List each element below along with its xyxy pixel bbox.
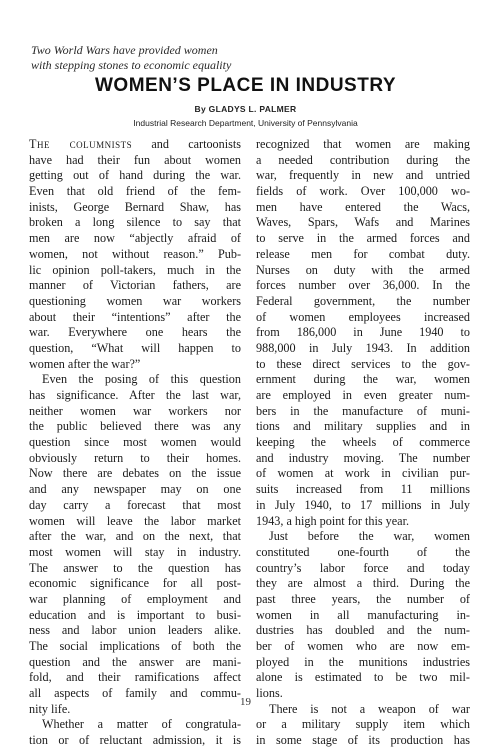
text-line: ployed in the munitions industries bbox=[256, 654, 470, 669]
page-number: 19 bbox=[240, 696, 251, 708]
text-line: Nurses on duty with the armed bbox=[256, 262, 470, 277]
text-line: question since most women would bbox=[29, 435, 241, 450]
text-line: keeping the wheels of commerce bbox=[256, 435, 470, 450]
text-line: the public believed there was any bbox=[29, 419, 241, 434]
text-line: The social implications of both the bbox=[29, 639, 241, 653]
text-line: Whether a matter of congratula- bbox=[42, 717, 241, 732]
text-line-rest: and cartoonists bbox=[132, 137, 241, 151]
text-line: and industry moving. The number bbox=[256, 450, 470, 465]
text-line: women after the war?” bbox=[29, 356, 141, 371]
text-line: questioning women war workers bbox=[29, 293, 241, 308]
text-line: ernment during the war, women bbox=[256, 372, 470, 387]
text-line: fields of work. Over 100,000 wo- bbox=[256, 184, 470, 199]
text-line: Federal government, the number bbox=[256, 293, 470, 308]
text-line: to these direct services to the gov- bbox=[256, 356, 470, 371]
text-line: most women will stay in industry. bbox=[29, 544, 241, 559]
text-line: they are almost a third. During the bbox=[256, 576, 470, 591]
text-line: suits increased from 11 millions bbox=[256, 482, 470, 497]
text-line: manner of Victorian fathers, are bbox=[29, 278, 241, 293]
text-line: The answer to the question has bbox=[29, 560, 241, 575]
text-line: tion or of reluctant admission, it is bbox=[29, 733, 241, 748]
text-line: has significance. After the last war, bbox=[29, 388, 241, 402]
text-line: education and is important to busi- bbox=[29, 607, 241, 622]
text-line: ness and labor union leaders alike. bbox=[29, 623, 241, 638]
text-line: inists, George Bernard Shaw, has bbox=[29, 199, 241, 214]
text-line: ber of women who are now em- bbox=[256, 639, 470, 653]
text-line: question and the answer are mani- bbox=[29, 654, 241, 669]
text-line: dustries has doubled and the num- bbox=[256, 623, 470, 638]
text-line: in July 1940, to 17 millions in July bbox=[256, 497, 470, 512]
deck-line-2: with stepping stones to economic equality bbox=[31, 58, 232, 72]
text-line: all aspects of family and commu- bbox=[29, 686, 241, 701]
text-line: from 186,000 in June 1940 to bbox=[256, 325, 470, 340]
text-line: about their “intentions” after the bbox=[29, 309, 241, 324]
right-column bbox=[256, 137, 470, 749]
left-column bbox=[29, 137, 241, 749]
text-line: men have entered the Wacs, bbox=[256, 199, 470, 214]
text-line: recognized that women are making bbox=[256, 137, 470, 151]
text-line: getting out of hand during the war. bbox=[29, 168, 241, 183]
text-line: obviously return to their homes. bbox=[29, 450, 241, 465]
text-line: Now there are debates on the issue bbox=[29, 466, 241, 481]
text-line: women, not without reason.” Pub- bbox=[29, 246, 241, 261]
text-line: past three years, the number of bbox=[256, 591, 470, 606]
article-title: WOMEN’S PLACE IN INDUSTRY bbox=[94, 75, 397, 96]
text-line: Just before the war, women bbox=[269, 529, 470, 544]
text-line: lic opinion poll-takers, much in the bbox=[29, 262, 241, 277]
text-line: Even that old friend of the fem- bbox=[29, 184, 241, 199]
text-line: have had their fun about women bbox=[29, 152, 241, 167]
text-line: economic significance for all post- bbox=[29, 576, 241, 591]
text-line: 1943, a high point for this year. bbox=[256, 513, 409, 528]
text-line: women in all manufacturing in- bbox=[256, 607, 470, 622]
text-line: forces number over 36,000. In the bbox=[256, 278, 470, 293]
text-line: to serve in the armed forces and bbox=[256, 231, 470, 246]
article-deck bbox=[31, 43, 291, 73]
text-line: or a military supply item which bbox=[256, 717, 470, 732]
text-line: and any newspaper may on one bbox=[29, 482, 241, 497]
text-line: after the war, and on the next, that bbox=[29, 529, 241, 544]
text-line: lions. bbox=[256, 686, 283, 701]
text-line: broken a long silence to say that bbox=[29, 215, 241, 230]
author-affiliation: Industrial Research Department, University of Pennsylvania bbox=[133, 118, 358, 128]
text-line: war planning of employment and bbox=[29, 591, 241, 606]
text-line: country’s labor force and today bbox=[256, 560, 470, 575]
text-line: fold, and their ramifications affect bbox=[29, 670, 241, 685]
text-line: constituted one-fourth of the bbox=[256, 544, 470, 559]
text-line: nity life. bbox=[29, 701, 71, 716]
text-line: alone is estimated to be two mil- bbox=[256, 670, 470, 685]
deck-line-1: Two World Wars have provided women bbox=[31, 43, 218, 57]
text-line: tions and military supplies and in bbox=[256, 419, 470, 434]
text-line: Waves, Spars, Wafs and Marines bbox=[256, 215, 470, 230]
text-line: war. Everywhere one hears the bbox=[29, 325, 241, 340]
text-line: in some stage of its production has bbox=[256, 733, 470, 748]
text-line: release men for combat duty. bbox=[256, 246, 470, 261]
lead-smallcaps: The columnists bbox=[29, 137, 133, 151]
text-line: are employed in even greater num- bbox=[256, 388, 470, 402]
article-byline: By GLADYS L. PALMER bbox=[194, 104, 297, 114]
text-line: There is not a weapon of war bbox=[269, 701, 470, 716]
text-line: men are now “abjectly afraid of bbox=[29, 231, 241, 246]
text-line: of women employees increased bbox=[256, 309, 470, 324]
text-line bbox=[29, 137, 241, 153]
text-line: a needed contribution during the bbox=[256, 152, 470, 167]
text-line: women will leave the labor market bbox=[29, 513, 241, 528]
text-line: 988,000 in July 1943. In addition bbox=[256, 340, 470, 355]
text-line: day carry a forecast that most bbox=[29, 497, 241, 512]
text-line: bers in the manufacture of muni- bbox=[256, 403, 470, 418]
text-line: neither women war workers nor bbox=[29, 403, 241, 418]
text-line: question, “What will happen to bbox=[29, 340, 241, 355]
text-line: Even the posing of this question bbox=[42, 372, 241, 387]
text-line: war, frequently in new and untried bbox=[256, 168, 470, 183]
text-line: of women at work in civilian pur- bbox=[256, 466, 470, 481]
